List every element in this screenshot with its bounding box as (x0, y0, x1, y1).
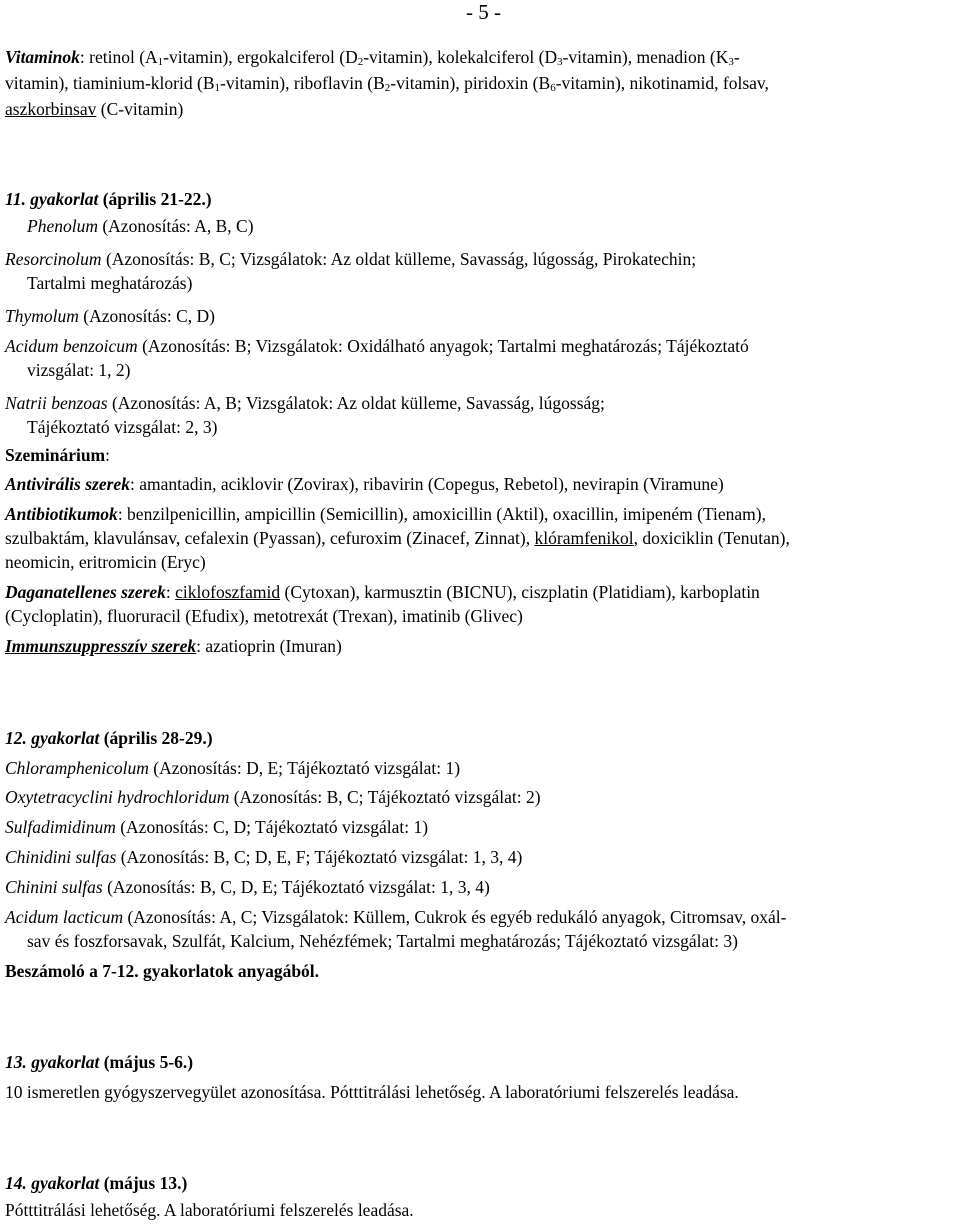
vitamins-line-3: aszkorbinsav (C-vitamin) (5, 99, 184, 119)
ex12-item-chinini-sulfas: Chinini sulfas (Azonosítás: B, C, D, E; Tájékoztató vizsgálat: 1, 3, 4) (5, 877, 490, 897)
immuno-line: Immunszuppresszív szerek: azatioprin (Imuran) (5, 636, 342, 656)
ex11-item-thymolum: Thymolum (Azonosítás: C, D) (5, 306, 215, 326)
ex11-item-acidum-benzoicum-cont: vizsgálat: 1, 2) (27, 360, 131, 380)
vitamins-line-1: Vitaminok: retinol $(A_1-vitamin)$, ergokalciferol $(D_2-vitamin)$, kolekalciferol $(D_3-vitamin)$, menadion ($K_3-$ (5, 47, 740, 68)
ex12-item-chinidini-sulfas: Chinidini sulfas (Azonosítás: B, C; D, E, F; Tájékoztató vizsgálat: 1, 3, 4) (5, 847, 523, 867)
exercise-11-heading: 11. gyakorlat (április 21-22.) (5, 189, 212, 209)
ex12-item-acidum-lacticum-cont: sav és foszforsavak, Szulfát, Kalcium, Nehézfémek; Tartalmi meghatározás; Tájékoztató vizsgálat: 3) (27, 931, 738, 951)
page-number: - 5 - (466, 0, 501, 24)
vitamins-line-2: vitamin), tiaminium-klorid $(B_1-vitamin)$, riboflavin $(B_2-vitamin)$, piridoxin $(B_6-vitamin)$, nikotinamid, folsav, (5, 73, 769, 94)
cancer-line-2: (Cycloplatin), fluoruracil (Efudix), metotrexát (Trexan), imatinib (Glivec) (5, 606, 523, 626)
seminar-heading: Szeminárium: (5, 445, 111, 465)
vitamins-term: Vitaminok (5, 47, 80, 67)
exercise-14-text: Pótttitrálási lehetőség. A laboratóriumi felszerelés leadása. (5, 1200, 414, 1220)
ex12-item-sulfadimidinum: Sulfadimidinum (Azonosítás: C, D; Tájékoztató vizsgálat: 1) (5, 817, 429, 837)
antibiotic-line-3: neomicin, eritromicin (Eryc) (5, 552, 206, 572)
exercise-12-heading: 12. gyakorlat (április 28-29.) (5, 728, 213, 748)
ex12-item-chloramphenicolum: Chloramphenicolum (Azonosítás: D, E; Tájékoztató vizsgálat: 1) (5, 758, 461, 778)
ex11-item-natrii-benzoas: Natrii benzoas (Azonosítás: A, B; Vizsgálatok: Az oldat külleme, Savasság, lúgosság; (5, 393, 605, 413)
exercise-13-heading: 13. gyakorlat (május 5-6.) (5, 1052, 194, 1072)
ex11-item-acidum-benzoicum: Acidum benzoicum (Azonosítás: B; Vizsgálatok: Oxidálható anyagok; Tartalmi meghatározás; Tájékoztató (5, 336, 749, 356)
antiviral-line: Antivirális szerek: amantadin, aciklovir (Zovirax), ribavirin (Copegus, Rebetol), nevirapin (Viramune) (5, 474, 724, 494)
ex12-item-acidum-lacticum: Acidum lacticum (Azonosítás: A, C; Vizsgálatok: Küllem, Cukrok és egyéb redukáló anyagok, Citromsav, oxál- (5, 907, 787, 927)
cancer-line-1: Daganatellenes szerek: ciklofoszfamid (Cytoxan), karmusztin (BICNU), ciszplatin (Platidiam), karboplatin (5, 582, 760, 602)
exercise-13-text: 10 ismeretlen gyógyszervegyület azonosítása. Pótttitrálási lehetőség. A laboratóriumi felszerelés leadása. (5, 1082, 739, 1102)
exercise-14-heading: 14. gyakorlat (május 13.) (5, 1173, 188, 1193)
ex12-item-oxytetracyclini: Oxytetracyclini hydrochloridum (Azonosítás: B, C; Tájékoztató vizsgálat: 2) (5, 787, 541, 807)
ex11-item-natrii-benzoas-cont: Tájékoztató vizsgálat: 2, 3) (27, 417, 218, 437)
ex11-item-resorcinolum: Resorcinolum (Azonosítás: B, C; Vizsgálatok: Az oldat külleme, Savasság, lúgosság, Pirokatechin; (5, 249, 697, 269)
antibiotic-line-2: szulbaktám, klavulánsav, cefalexin (Pyassan), cefuroxim (Zinacef, Zinnat), klóramfenikol, doxiciklin (Tenutan), (5, 528, 790, 548)
ex11-item-phenolum: Phenolum (Azonosítás: A, B, C) (27, 216, 254, 236)
ex11-item-resorcinolum-cont: Tartalmi meghatározás) (27, 273, 193, 293)
antibiotic-line-1: Antibiotikumok: benzilpenicillin, ampicillin (Semicillin), amoxicillin (Aktil), oxacillin, imipeném (Tienam), (5, 504, 766, 524)
report-line: Beszámoló a 7-12. gyakorlatok anyagából. (5, 961, 320, 981)
